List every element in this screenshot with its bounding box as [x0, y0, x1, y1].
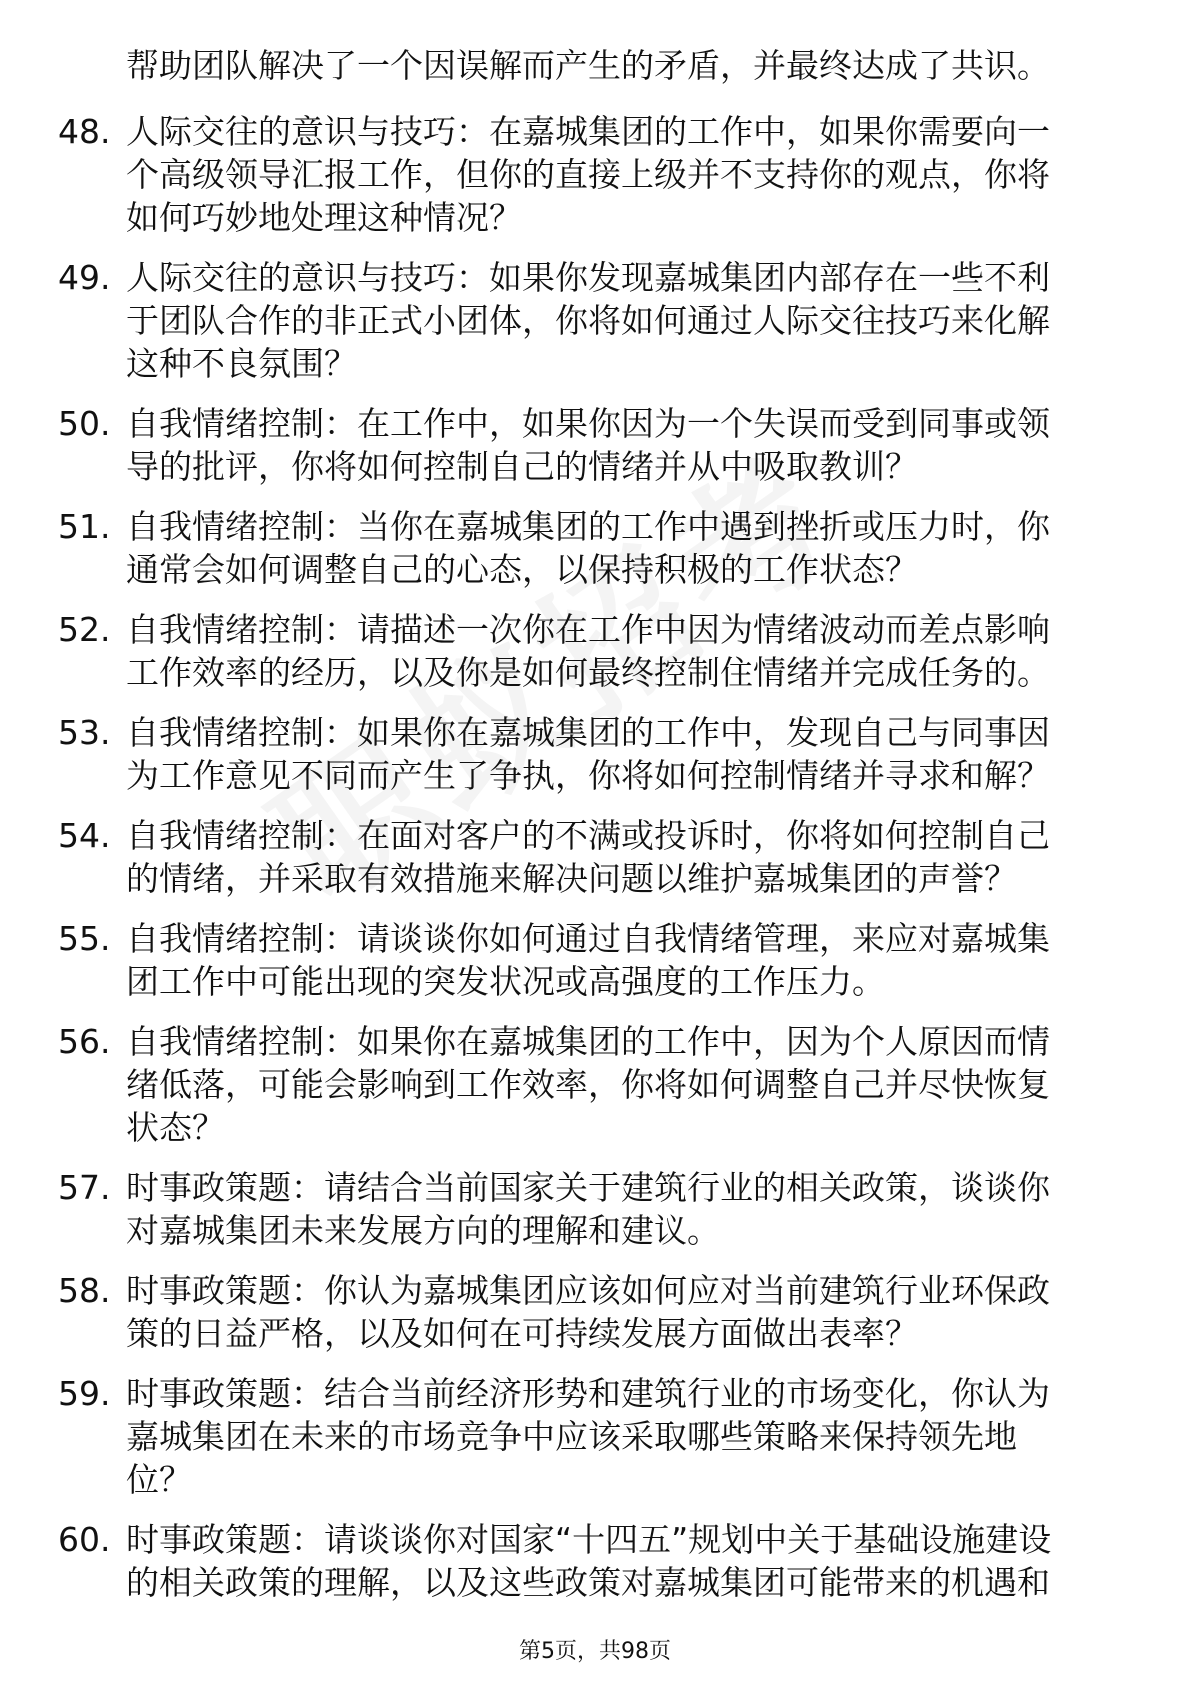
- question-line: 通常会如何调整自己的心态，以保持积极的工作状态？: [126, 550, 918, 589]
- question-list: [0, 110, 1190, 1621]
- question-line: 人际交往的意识与技巧：在嘉城集团的工作中，如果你需要向一: [126, 112, 1050, 151]
- question-line: 人际交往的意识与技巧：如果你发现嘉城集团内部存在一些不利: [126, 258, 1050, 297]
- question-text: [126, 402, 1116, 488]
- question-line: 自我情绪控制：如果你在嘉城集团的工作中，发现自己与同事因: [126, 713, 1050, 752]
- question-number: 56.: [58, 1022, 111, 1061]
- question-item: [0, 402, 1116, 488]
- question-text: [126, 110, 1116, 239]
- question-number: 55.: [58, 919, 111, 958]
- question-line: 自我情绪控制：当你在嘉城集团的工作中遇到挫折或压力时，你: [126, 507, 1050, 546]
- question-line: 的情绪，并采取有效措施来解决问题以维护嘉城集团的声誉？: [126, 859, 1017, 898]
- question-number: 48.: [58, 112, 111, 151]
- page-footer: 第5页，共98页: [519, 1639, 671, 1664]
- question-line: 自我情绪控制：在面对客户的不满或投诉时，你将如何控制自己: [126, 816, 1050, 855]
- question-text: [126, 814, 1116, 900]
- question-line: 团工作中可能出现的突发状况或高强度的工作压力。: [126, 962, 885, 1001]
- question-text: [126, 1269, 1116, 1355]
- question-number: 58.: [58, 1271, 111, 1310]
- question-line: 策的日益严格，以及如何在可持续发展方面做出表率？: [126, 1314, 918, 1353]
- question-line: 自我情绪控制：请描述一次你在工作中因为情绪波动而差点影响: [126, 610, 1050, 649]
- question-number: 49.: [58, 258, 111, 297]
- question-text: [126, 608, 1116, 694]
- question-item: [0, 256, 1116, 385]
- question-text: [126, 1518, 1116, 1604]
- question-item: [0, 1518, 1116, 1604]
- question-line: 对嘉城集团未来发展方向的理解和建议。: [126, 1211, 720, 1250]
- question-line: 时事政策题：你认为嘉城集团应该如何应对当前建筑行业环保政: [126, 1271, 1050, 1310]
- question-line: 这种不良氛围？: [126, 344, 357, 383]
- question-text: [126, 1372, 1116, 1501]
- question-item: [0, 917, 1116, 1003]
- question-line: 为工作意见不同而产生了争执，你将如何控制情绪并寻求和解？: [126, 756, 1050, 795]
- question-line: 时事政策题：请谈谈你对国家“十四五”规划中关于基础设施建设: [126, 1520, 1052, 1559]
- question-number: 50.: [58, 404, 111, 443]
- question-line: 自我情绪控制：请谈谈你如何通过自我情绪管理，来应对嘉城集: [126, 919, 1050, 958]
- question-number: 52.: [58, 610, 111, 649]
- question-line: 位？: [126, 1460, 192, 1499]
- question-line: 状态？: [126, 1108, 225, 1147]
- continuation-line: 帮助团队解决了一个因误解而产生的矛盾，并最终达成了共识。: [126, 46, 1050, 85]
- question-line: 工作效率的经历，以及你是如何最终控制住情绪并完成任务的。: [126, 653, 1050, 692]
- question-line: 时事政策题：结合当前经济形势和建筑行业的市场变化，你认为: [126, 1374, 1050, 1413]
- question-number: 53.: [58, 713, 111, 752]
- question-item: [0, 711, 1116, 797]
- question-text: [126, 1020, 1116, 1149]
- question-item: [0, 1269, 1116, 1355]
- question-text: [126, 917, 1116, 1003]
- question-item: [0, 110, 1116, 239]
- question-text: [126, 1166, 1116, 1252]
- question-item: [0, 608, 1116, 694]
- question-line: 自我情绪控制：如果你在嘉城集团的工作中，因为个人原因而情: [126, 1022, 1050, 1061]
- question-text: [126, 256, 1116, 385]
- question-line: 自我情绪控制：在工作中，如果你因为一个失误而受到同事或领: [126, 404, 1050, 443]
- question-line: 于团队合作的非正式小团体，你将如何通过人际交往技巧来化解: [126, 301, 1050, 340]
- question-line: 如何巧妙地处理这种情况？: [126, 198, 522, 237]
- question-line: 绪低落，可能会影响到工作效率，你将如何调整自己并尽快恢复: [126, 1065, 1050, 1104]
- question-item: [0, 814, 1116, 900]
- question-text: [126, 711, 1116, 797]
- question-line: 个高级领导汇报工作，但你的直接上级并不支持你的观点，你将: [126, 155, 1050, 194]
- question-item: [0, 1020, 1116, 1149]
- question-number: 57.: [58, 1168, 111, 1207]
- question-line: 时事政策题：请结合当前国家关于建筑行业的相关政策，谈谈你: [126, 1168, 1050, 1207]
- question-number: 51.: [58, 507, 111, 546]
- question-text: [126, 505, 1116, 591]
- question-number: 60.: [58, 1520, 111, 1559]
- question-number: 59.: [58, 1374, 111, 1413]
- question-number: 54.: [58, 816, 111, 855]
- question-line: 的相关政策的理解，以及这些政策对嘉城集团可能带来的机遇和: [126, 1563, 1050, 1602]
- question-line: 嘉城集团在未来的市场竞争中应该采取哪些策略来保持领先地: [126, 1417, 1017, 1456]
- question-item: [0, 1372, 1116, 1501]
- question-item: [0, 1166, 1116, 1252]
- question-line: 导的批评，你将如何控制自己的情绪并从中吸取教训？: [126, 447, 918, 486]
- question-item: [0, 505, 1116, 591]
